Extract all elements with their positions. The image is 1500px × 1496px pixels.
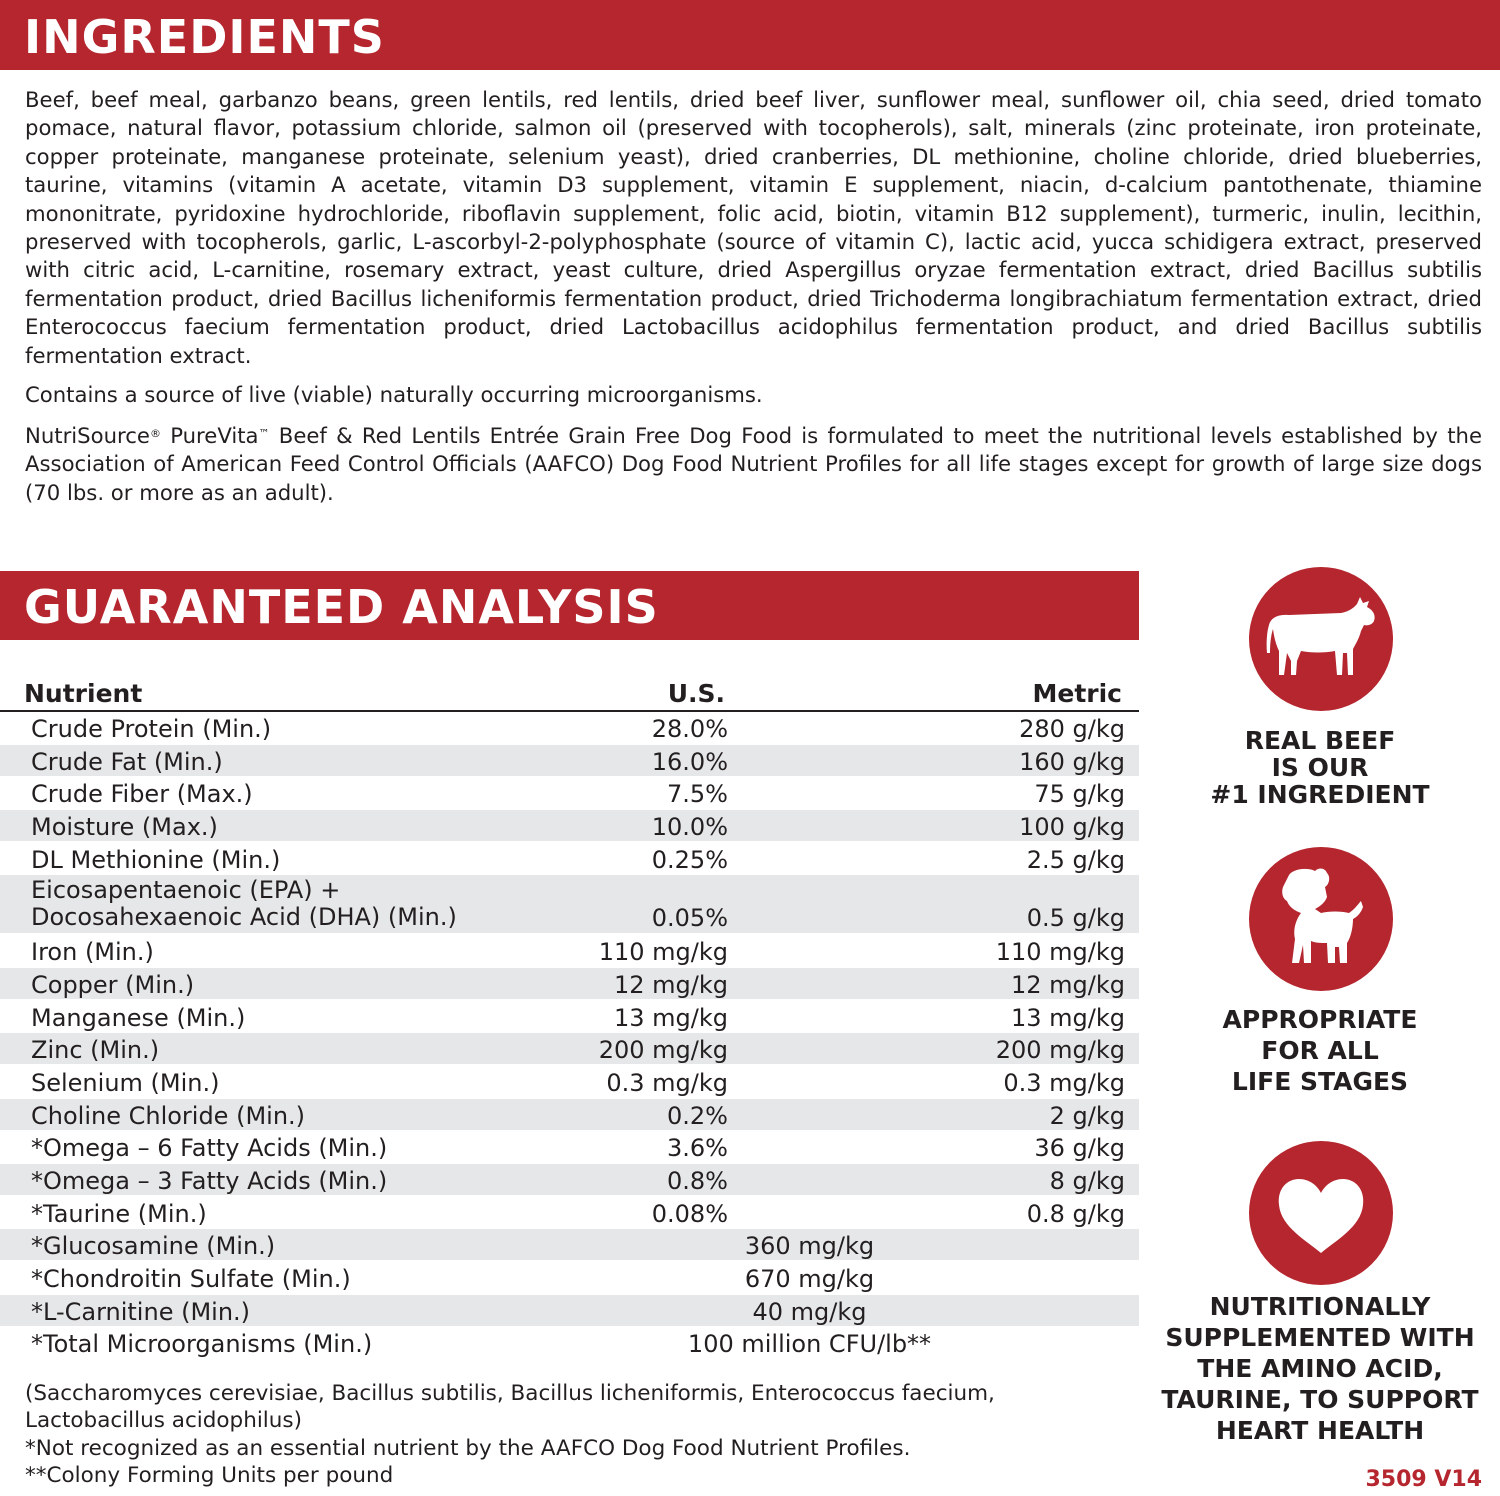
table-row bbox=[0, 1229, 1139, 1260]
us-value: 16.0% bbox=[651, 747, 728, 776]
table-row bbox=[0, 935, 1139, 966]
metric-value: 12 mg/kg bbox=[1011, 970, 1125, 999]
merged-value-cell bbox=[0, 1262, 1139, 1296]
us-value: 28.0% bbox=[651, 715, 728, 743]
us-value: 0.05% bbox=[651, 904, 728, 933]
metric-value: 75 g/kg bbox=[1034, 780, 1125, 809]
table-row bbox=[0, 1327, 1139, 1358]
table-row bbox=[0, 1131, 1139, 1162]
analysis-table-body bbox=[0, 712, 1139, 1360]
nutrient-name: Zinc (Min.) bbox=[31, 1036, 160, 1065]
metric-value: 36 g/kg bbox=[1034, 1134, 1125, 1163]
metric-value: 13 mg/kg bbox=[1011, 1003, 1125, 1032]
product-code: 3509 V14 bbox=[1365, 1467, 1482, 1492]
nutrient-name: Crude Fiber (Max.) bbox=[31, 780, 253, 809]
merged-value-cell bbox=[0, 1295, 1139, 1329]
badge-stages-line2: FOR ALL bbox=[1261, 1036, 1379, 1065]
column-us: U.S. bbox=[667, 679, 725, 708]
us-value: 200 mg/kg bbox=[598, 1036, 728, 1065]
column-nutrient: Nutrient bbox=[24, 679, 143, 708]
nutrient-name: Crude Fat (Min.) bbox=[31, 747, 223, 776]
us-value: 13 mg/kg bbox=[614, 1003, 728, 1032]
badge-beef-line2: IS OUR bbox=[1271, 753, 1369, 782]
merged-value: 40 mg/kg bbox=[752, 1297, 867, 1326]
table-row bbox=[0, 810, 1139, 841]
badge-stages-line3: LIFE STAGES bbox=[1231, 1067, 1409, 1096]
product-line: PureVita bbox=[160, 423, 259, 448]
nutrient-name: *Total Microorganisms (Min.) bbox=[31, 1330, 373, 1359]
table-row bbox=[0, 1262, 1139, 1293]
analysis-table-header bbox=[0, 678, 1139, 712]
merged-value-cell bbox=[0, 1229, 1139, 1263]
badge-heart-line5: HEART HEALTH bbox=[1215, 1416, 1425, 1445]
us-value: 0.08% bbox=[651, 1199, 728, 1228]
guaranteed-analysis-heading: GUARANTEED ANALYSIS bbox=[0, 571, 1139, 640]
table-row bbox=[0, 745, 1139, 776]
table-row bbox=[0, 1295, 1139, 1326]
merged-value: 360 mg/kg bbox=[744, 1232, 875, 1261]
badge-beef-line1: REAL BEEF bbox=[1244, 726, 1396, 755]
metric-value: 110 mg/kg bbox=[995, 938, 1125, 967]
nutrient-name: *Taurine (Min.) bbox=[31, 1199, 207, 1228]
brand-name: NutriSource bbox=[25, 423, 150, 448]
nutrient-name: Moisture (Max.) bbox=[31, 813, 218, 842]
nutrient-name: Choline Chloride (Min.) bbox=[31, 1101, 306, 1130]
metric-value: 8 g/kg bbox=[1049, 1166, 1125, 1195]
us-value: 0.8% bbox=[667, 1166, 728, 1195]
merged-value-cell bbox=[0, 1327, 1139, 1361]
table-row bbox=[0, 968, 1139, 999]
table-row bbox=[0, 777, 1139, 808]
metric-value: 160 g/kg bbox=[1019, 747, 1125, 776]
nutrient-name: *Omega – 3 Fatty Acids (Min.) bbox=[31, 1166, 388, 1195]
puppy-icon bbox=[1249, 847, 1393, 991]
table-row bbox=[0, 1099, 1139, 1130]
badge-heart-line3: THE AMINO ACID, bbox=[1197, 1354, 1443, 1383]
nutrient-name bbox=[31, 877, 457, 931]
nutrient-name: *Omega – 6 Fatty Acids (Min.) bbox=[31, 1134, 388, 1163]
us-value: 0.2% bbox=[667, 1101, 728, 1130]
nutrient-name: Selenium (Min.) bbox=[31, 1068, 220, 1097]
us-value: 0.25% bbox=[651, 845, 728, 874]
nutrient-name-line1: Eicosapentaenoic (EPA) + bbox=[31, 876, 341, 905]
table-row bbox=[0, 843, 1139, 874]
live-microorganisms-note: Contains a source of live (viable) naturally occurring microorganisms. bbox=[25, 382, 763, 407]
merged-value: 670 mg/kg bbox=[744, 1265, 875, 1293]
badge-heart-line2: SUPPLEMENTED WITH bbox=[1165, 1323, 1475, 1352]
trademark-mark: ™ bbox=[258, 427, 270, 440]
us-value: 0.3 mg/kg bbox=[606, 1068, 728, 1097]
cfu-footnote: **Colony Forming Units per pound bbox=[25, 1463, 394, 1488]
column-metric: Metric bbox=[1032, 679, 1122, 708]
ingredients-list: Beef, beef meal, garbanzo beans, green lentils, red lentils, dried beef liver, sunflower meal, sunflower oil, chia seed, dried tomato pomace, natural flavor, potassium chloride, salmon oil (preserved with tocopherols), salt, minerals (zinc proteinate, iron proteinate, copper proteinate, manganese proteinate, selenium yeast), dried cranberries, DL methionine, choline chloride, dried blueberries, taurine, vitamins (vitamin A acetate, vitamin D3 supplement, vitamin E supplement, niacin, d-calcium pantothenate, thiamine mononitrate, pyridoxine hydrochloride, riboflavin supplement, folic acid, biotin, vitamin B12 supplement), turmeric, inulin, lecithin, preserved with tocopherols, garlic, L-ascorbyl-2-polyphosphate (source of vitamin C), lactic acid, yucca schidigera extract, preserved with citric acid, L-carnitine, rosemary extract, yeast culture, dried Aspergillus oryzae fermentation extract, dried Bacillus subtilis fermentation product, dried Bacillus licheniformis fermentation product, dried Trichoderma longibrachiatum fermentation extract, dried Enterococcus faecium fermentation product, dried Lactobacillus acidophilus fermentation product, and dried Bacillus subtilis fermentation extract. bbox=[25, 87, 1482, 368]
real-beef-badge-text bbox=[1150, 727, 1490, 808]
nutrient-name-line2: Docosahexaenoic Acid (DHA) (Min.) bbox=[31, 903, 457, 932]
table-row bbox=[0, 1066, 1139, 1097]
badge-heart-line4: TAURINE, TO SUPPORT bbox=[1161, 1385, 1479, 1414]
badge-stages-line1: APPROPRIATE bbox=[1222, 1005, 1418, 1034]
microorganism-species-note: (Saccharomyces cerevisiae, Bacillus subtilis, Bacillus licheniformis, Enterococcus faecium, Lactobacillus acidophilus) bbox=[25, 1381, 995, 1433]
metric-value: 2.5 g/kg bbox=[1026, 845, 1125, 874]
badge-heart-line1: NUTRITIONALLY bbox=[1209, 1292, 1431, 1321]
aafco-statement-text: Beef & Red Lentils Entrée Grain Free Dog Food is formulated to meet the nutritional levels established by the Association of American Feed Control Officials (AAFCO) Dog Food Nutrient Profiles for all life stages except for growth of large size dogs (70 lbs. or more as an adult). bbox=[25, 423, 1482, 505]
life-stages-badge-text bbox=[1150, 1004, 1490, 1097]
table-row bbox=[0, 1197, 1139, 1228]
badge-beef-line3: #1 INGREDIENT bbox=[1210, 780, 1430, 809]
ingredients-heading: INGREDIENTS bbox=[0, 0, 1500, 70]
nutrient-name: Iron (Min.) bbox=[31, 938, 154, 967]
us-value: 110 mg/kg bbox=[598, 938, 728, 967]
nutrient-name: Manganese (Min.) bbox=[31, 1003, 246, 1032]
merged-value: 100 million CFU/lb** bbox=[687, 1330, 932, 1359]
aafco-statement bbox=[25, 420, 1482, 507]
us-value: 7.5% bbox=[667, 780, 728, 809]
nutrient-name: *L-Carnitine (Min.) bbox=[31, 1297, 251, 1326]
table-row bbox=[0, 1001, 1139, 1032]
heart-icon bbox=[1249, 1141, 1393, 1285]
us-value: 12 mg/kg bbox=[614, 970, 728, 999]
registered-mark: ® bbox=[149, 427, 161, 440]
us-value: 3.6% bbox=[667, 1134, 728, 1163]
nutrient-name: *Chondroitin Sulfate (Min.) bbox=[31, 1265, 351, 1293]
table-row bbox=[0, 875, 1139, 933]
cow-icon bbox=[1249, 567, 1393, 711]
nutrient-name: Copper (Min.) bbox=[31, 970, 195, 999]
table-row bbox=[0, 1033, 1139, 1064]
table-row bbox=[0, 712, 1139, 743]
metric-value: 0.5 g/kg bbox=[1026, 904, 1125, 933]
nutrient-name: DL Methionine (Min.) bbox=[31, 845, 281, 874]
heart-health-badge-text bbox=[1150, 1291, 1490, 1446]
metric-value: 0.3 mg/kg bbox=[1003, 1068, 1125, 1097]
metric-value: 200 mg/kg bbox=[995, 1036, 1125, 1065]
metric-value: 2 g/kg bbox=[1049, 1101, 1125, 1130]
us-value: 10.0% bbox=[651, 813, 728, 842]
table-row bbox=[0, 1164, 1139, 1195]
aafco-footnote: *Not recognized as an essential nutrient by the AAFCO Dog Food Nutrient Profiles. bbox=[25, 1436, 911, 1461]
nutrient-name: *Glucosamine (Min.) bbox=[31, 1232, 276, 1261]
nutrient-name: Crude Protein (Min.) bbox=[31, 715, 272, 743]
metric-value: 280 g/kg bbox=[1019, 715, 1125, 743]
metric-value: 0.8 g/kg bbox=[1026, 1199, 1125, 1228]
metric-value: 100 g/kg bbox=[1019, 813, 1125, 842]
